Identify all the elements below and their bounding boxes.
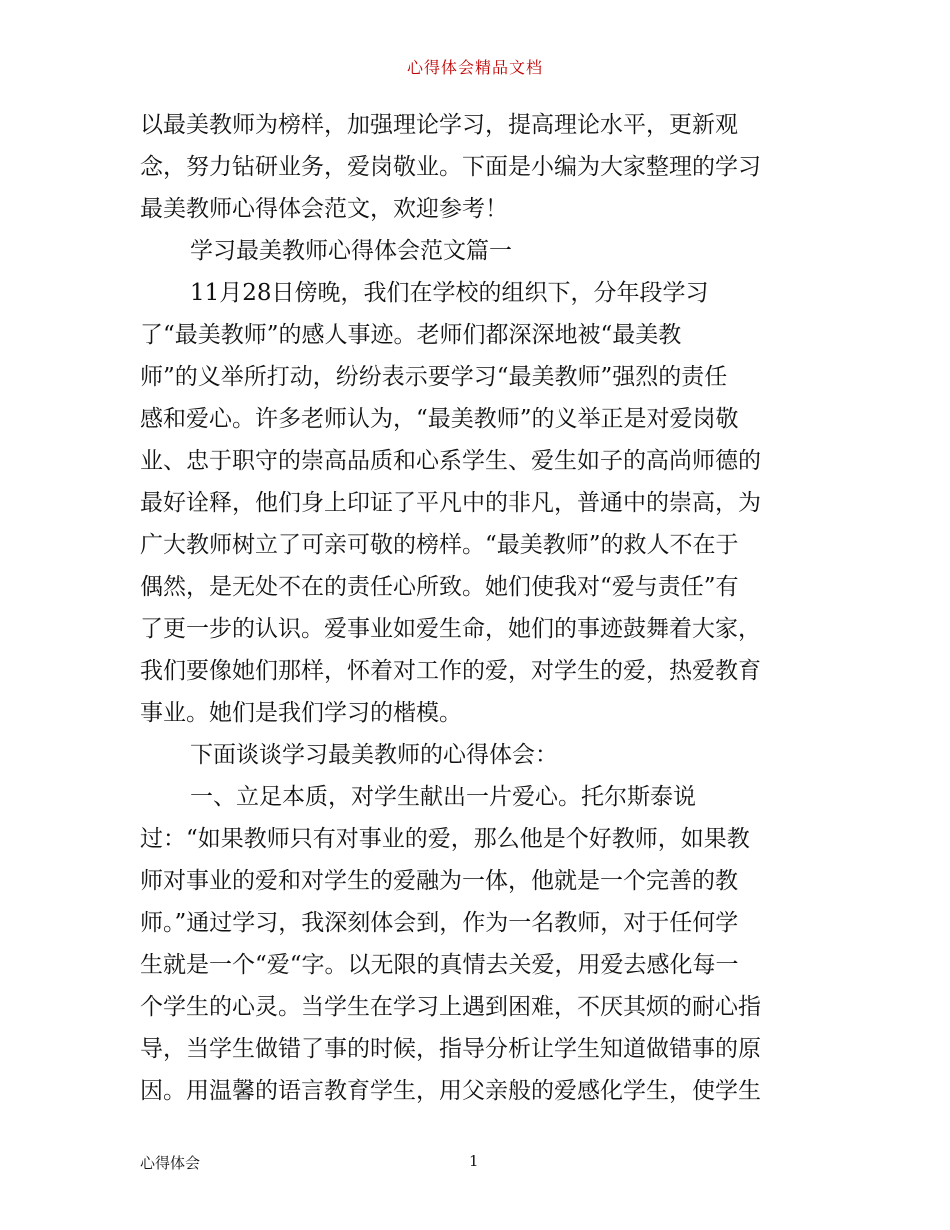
paragraph-line: 我们要像她们那样，怀着对工作的爱，对学生的爱，热爱教育 [140, 658, 761, 684]
paragraph-line: 最美教师心得体会范文，欢迎参考！ [140, 196, 508, 222]
paragraph-line: 了更一步的认识。爱事业如爱生命，她们的事迹鼓舞着大家， [140, 616, 761, 642]
section-heading: 学习最美教师心得体会范文篇一 [190, 238, 512, 264]
paragraph-line: 师对事业的爱和对学生的爱融为一体，他就是一个完善的教 [140, 868, 738, 894]
paragraph-line: 一、立足本质，对学生献出一片爱心。托尔斯泰说 [190, 784, 696, 810]
paragraph-line: 师”的义举所打动，纷纷表示要学习“最美教师”强烈的责任 [140, 364, 728, 390]
paragraph-line: 11月28日傍晚，我们在学校的组织下，分年段学习 [190, 280, 709, 306]
paragraph-line: 了“最美教师”的感人事迹。老师们都深深地被“最美教 [140, 322, 682, 348]
paragraph-line: 偶然，是无处不在的责任心所致。她们使我对“爱与责任”有 [140, 574, 739, 600]
paragraph-line: 事业。她们是我们学习的楷模。 [140, 700, 462, 726]
paragraph-line: 生就是一个“爱“字。以无限的真情去关爱，用爱去感化每一 [140, 952, 739, 978]
paragraph-line: 业、忠于职守的崇高品质和心系学生、爱生如子的高尚师德的 [140, 448, 761, 474]
document-body [140, 104, 812, 1112]
footer-label: 心得体会 [140, 1154, 201, 1172]
page-number: 1 [469, 1152, 479, 1170]
paragraph-line: 过：“如果教师只有对事业的爱，那么他是个好教师，如果教 [140, 826, 750, 852]
document-header-title: 心得体会精品文档 [406, 58, 543, 77]
paragraph-line: 感和爱心。许多老师认为，“最美教师”的义举正是对爱岗敬 [140, 406, 739, 432]
paragraph-line: 个学生的心灵。当学生在学习上遇到困难，不厌其烦的耐心指 [140, 994, 761, 1020]
paragraph-line: 以最美教师为榜样，加强理论学习，提高理论水平，更新观 [140, 112, 738, 138]
paragraph-line: 最好诠释，他们身上印证了平凡中的非凡，普通中的崇高，为 [140, 490, 761, 516]
paragraph-line: 师。”通过学习，我深刻体会到，作为一名教师，对于任何学 [140, 910, 739, 936]
paragraph-line: 念，努力钻研业务，爱岗敬业。下面是小编为大家整理的学习 [140, 154, 761, 180]
paragraph-line: 下面谈谈学习最美教师的心得体会： [190, 742, 558, 768]
paragraph-line: 因。用温馨的语言教育学生，用父亲般的爱感化学生，使学生 [140, 1078, 761, 1104]
paragraph-line: 广大教师树立了可亲可敬的榜样。“最美教师”的救人不在于 [140, 532, 739, 558]
paragraph-line: 导，当学生做错了事的时候，指导分析让学生知道做错事的原 [140, 1036, 761, 1062]
